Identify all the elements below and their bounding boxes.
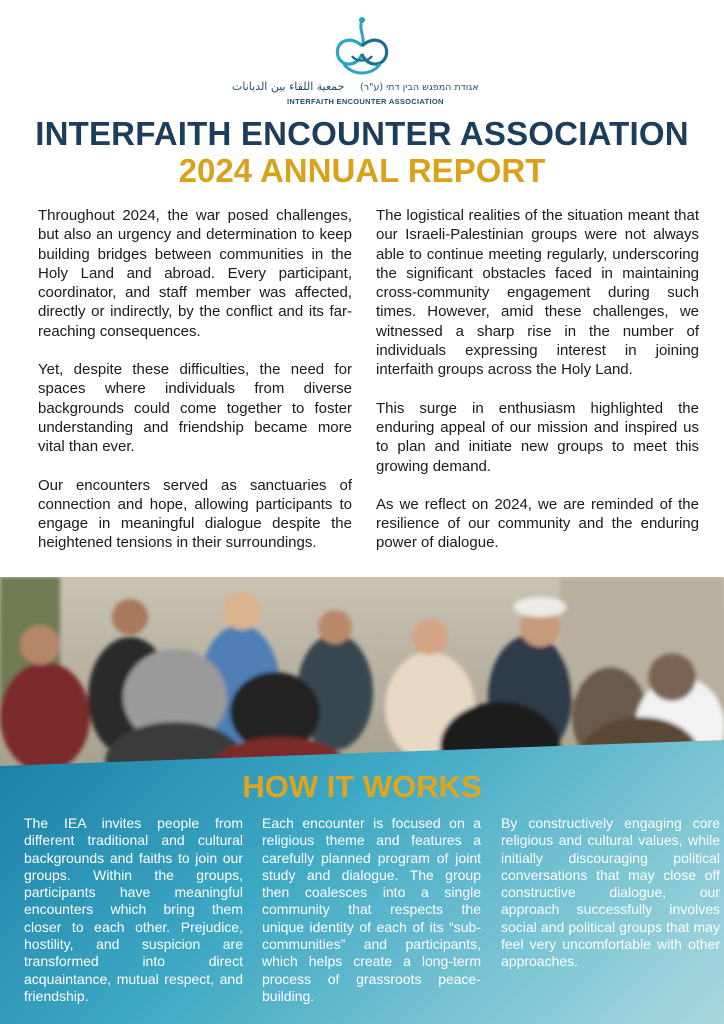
logo-english-text: INTERFAITH ENCOUNTER ASSOCIATION — [287, 97, 444, 106]
intro-paragraph: As we reflect on 2024, we are reminded of the resilience of our community and the enduring power of dialogue. — [376, 495, 699, 552]
logo-hebrew-text: אגודת המפגש הבין דתי (ע"ר) — [360, 82, 479, 93]
logo — [0, 10, 724, 105]
intro-left-column — [38, 206, 352, 572]
iea-logo-icon — [322, 16, 402, 78]
how-it-works-title: HOW IT WORKS — [242, 769, 482, 804]
logo-arabic-text: جمعية اللقاء بين الديانات — [232, 80, 345, 93]
page-subtitle: 2024 ANNUAL REPORT — [178, 152, 546, 189]
intro-right-column — [376, 206, 699, 572]
intro-paragraph: Throughout 2024, the war posed challenges, but also an urgency and determination to keep building bridges between communities in the Holy Land and abroad. Every participant, coordinator, and staff member was affected, directly or indirectly, by the conflict and its far-reaching consequences. — [38, 207, 352, 340]
how-it-works-column: By constructively engaging core religious and cultural values, while initially discouraging political conversations that may close off constructive dialogue, our approach successfully involves social and political groups that may feel very uncomfortable with other approaches. — [501, 815, 720, 970]
how-it-works-column: The IEA invites people from different traditional and cultural backgrounds and faiths to join our groups. Within the groups, participants have meaningful encounters which bring them closer to each other. Prejudice, hostility, and suspicion are transformed into direct acquaintance, mutual respect, and friendship. — [24, 815, 243, 1004]
intro-paragraph: The logistical realities of the situation meant that our Israeli-Palestinian groups were not always able to continue meeting regularly, underscoring the significant obstacles faced in maintaining cross-community engagement during such times. However, amid these challenges, we witnessed a sharp rise in the number of individuals expressing interest in joining interfaith groups across the Holy Land. — [376, 207, 699, 379]
intro-paragraph: Our encounters served as sanctuaries of connection and hope, allowing participants to engage in meaningful dialogue despite the heightened tensions in their surroundings. — [38, 476, 352, 552]
how-it-works-column: Each encounter is focused on a religious theme and features a carefully planned program of joint study and dialogue. The group then coalesces into a single community that respects the unique identity of each of its “sub-communities” and participants, which helps create a long-term process of grassroots peace-building. — [262, 815, 481, 1004]
intro-paragraph: This surge in enthusiasm highlighted the enduring appeal of our mission and inspired us to plan and initiate new groups to meet this growing demand. — [376, 399, 699, 475]
intro-paragraph: Yet, despite these difficulties, the need for spaces where individuals from diverse backgrounds could come together to foster understanding and friendship became more vital than ever. — [38, 361, 352, 456]
page-title: INTERFAITH ENCOUNTER ASSOCIATION — [35, 115, 689, 152]
